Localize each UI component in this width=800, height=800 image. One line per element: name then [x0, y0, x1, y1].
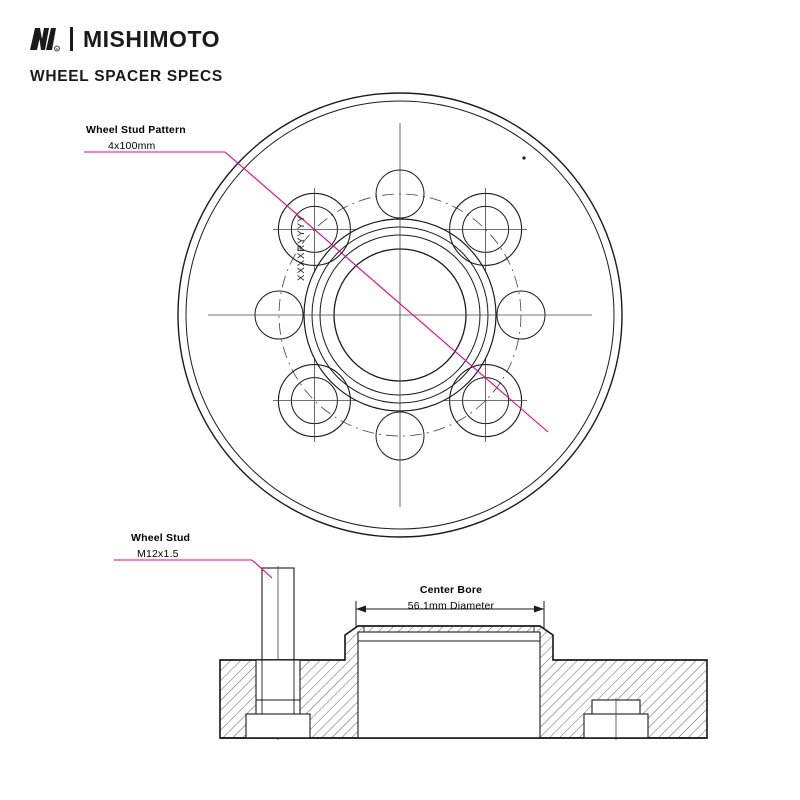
callout-center-bore [355, 584, 547, 612]
center-bore-void [358, 632, 540, 738]
front-view [178, 93, 622, 537]
witness-dot [522, 156, 525, 159]
callout-label: Center Bore [419, 584, 483, 596]
callout-value: M12x1.5 [137, 548, 179, 560]
brand-name: MISHIMOTO [83, 25, 220, 52]
callout-value: 56.1mm Diameter [407, 600, 495, 612]
part-marking-text: XXXXRYYYY [296, 214, 307, 281]
callout-label: Wheel Stud [131, 532, 191, 544]
left-counterbore [246, 714, 310, 738]
wheel-stud-leader [114, 560, 272, 578]
callout-wheel-stud [131, 532, 190, 560]
front-view-centerlines [208, 123, 592, 507]
callout-label: Wheel Stud Pattern [86, 124, 186, 136]
svg-text:R: R [55, 47, 59, 51]
callout-wheel-stud-pattern [86, 124, 186, 152]
callout-value: 4x100mm [108, 140, 156, 152]
page-title: WHEEL SPACER SPECS [30, 68, 223, 85]
